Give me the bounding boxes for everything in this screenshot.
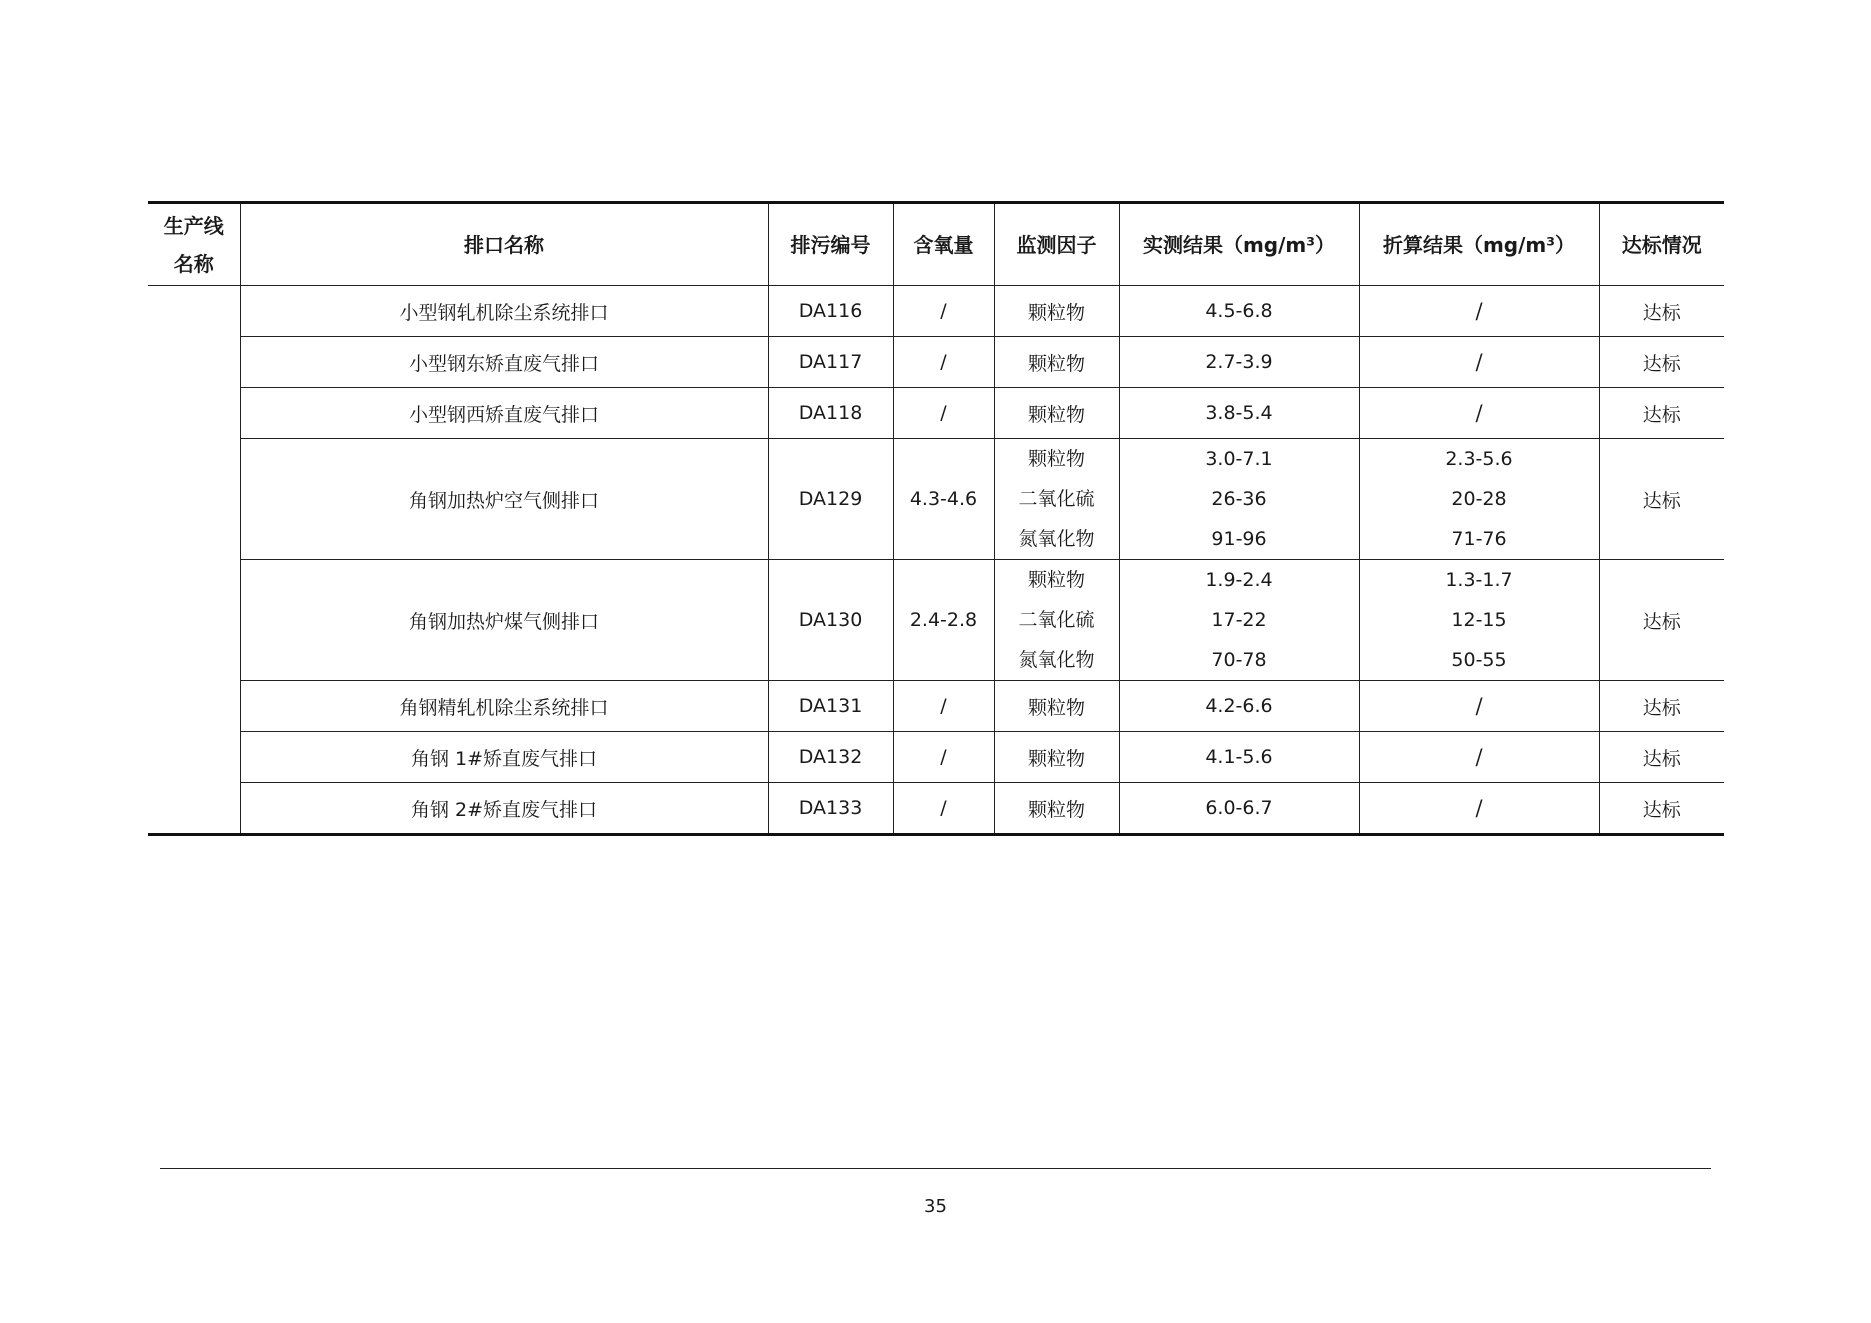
outlet-name-cell: 小型钢西矫直废气排口 <box>240 388 768 439</box>
converted-cell-value: 71-76 <box>1451 528 1507 550</box>
oxygen-cell: 4.3-4.6 <box>893 439 994 560</box>
measured-cell <box>1119 783 1359 835</box>
converted-cell-value: / <box>1475 745 1483 769</box>
measured-cell-value: 1.9-2.4 <box>1205 569 1273 591</box>
converted-cell-value: / <box>1475 401 1483 425</box>
measured-cell-value: 4.1-5.6 <box>1205 746 1273 768</box>
header-outlet-code: 排污编号 <box>768 203 893 286</box>
compliance-cell: 达标 <box>1599 439 1724 560</box>
table-row <box>148 388 1724 439</box>
factor-cell <box>994 681 1119 732</box>
factor-cell <box>994 286 1119 337</box>
header-converted: 折算结果（mg/m³） <box>1359 203 1599 286</box>
header-row <box>148 203 1724 286</box>
table-body <box>148 286 1724 835</box>
factor-cell <box>994 388 1119 439</box>
production-line-cell <box>148 286 240 835</box>
outlet-name-cell: 小型钢东矫直废气排口 <box>240 337 768 388</box>
oxygen-cell: / <box>893 732 994 783</box>
factor-cell-value: 氮氧化物 <box>1018 528 1095 550</box>
outlet-name-cell: 角钢精轧机除尘系统排口 <box>240 681 768 732</box>
table-row <box>148 337 1724 388</box>
outlet-code-cell: DA116 <box>768 286 893 337</box>
measured-cell <box>1119 560 1359 681</box>
compliance-cell: 达标 <box>1599 681 1724 732</box>
outlet-code-cell: DA131 <box>768 681 893 732</box>
measured-cell-value: 6.0-6.7 <box>1205 797 1273 819</box>
emissions-table <box>148 201 1724 836</box>
factor-cell-value: 二氧化硫 <box>1018 609 1095 631</box>
measured-cell-value: 91-96 <box>1211 528 1267 550</box>
converted-cell <box>1359 286 1599 337</box>
measured-cell-value: 26-36 <box>1211 488 1267 510</box>
factor-cell <box>994 783 1119 835</box>
measured-cell-value: 17-22 <box>1211 609 1267 631</box>
factor-cell-value: 颗粒物 <box>1027 352 1085 375</box>
table-row <box>148 286 1724 337</box>
outlet-code-cell: DA132 <box>768 732 893 783</box>
measured-cell <box>1119 732 1359 783</box>
converted-cell-value: / <box>1475 350 1483 374</box>
converted-cell <box>1359 439 1599 560</box>
compliance-cell: 达标 <box>1599 337 1724 388</box>
header-line-name: 生产线名称 <box>148 203 240 286</box>
outlet-code-cell: DA117 <box>768 337 893 388</box>
factor-cell-value: 氮氧化物 <box>1018 649 1095 671</box>
header-outlet-name: 排口名称 <box>240 203 768 286</box>
converted-cell-value: / <box>1475 694 1483 718</box>
table-row <box>148 439 1724 560</box>
converted-cell-value: 2.3-5.6 <box>1445 448 1513 470</box>
measured-cell-value: 3.8-5.4 <box>1205 402 1273 424</box>
measured-cell-value: 4.5-6.8 <box>1205 300 1273 322</box>
header-compliance: 达标情况 <box>1599 203 1724 286</box>
converted-cell <box>1359 560 1599 681</box>
oxygen-cell: / <box>893 388 994 439</box>
factor-cell-value: 颗粒物 <box>1027 798 1085 821</box>
header-factor: 监测因子 <box>994 203 1119 286</box>
measured-cell <box>1119 388 1359 439</box>
factor-cell-value: 颗粒物 <box>1027 301 1085 324</box>
emissions-table-container <box>148 201 1724 836</box>
compliance-cell: 达标 <box>1599 783 1724 835</box>
oxygen-cell: / <box>893 783 994 835</box>
compliance-cell: 达标 <box>1599 560 1724 681</box>
converted-cell-value: / <box>1475 796 1483 820</box>
compliance-cell: 达标 <box>1599 732 1724 783</box>
factor-cell-value: 颗粒物 <box>1027 448 1085 470</box>
oxygen-cell: / <box>893 337 994 388</box>
converted-cell-value: 12-15 <box>1451 609 1507 631</box>
converted-cell-value: 20-28 <box>1451 488 1507 510</box>
table-row <box>148 681 1724 732</box>
compliance-cell: 达标 <box>1599 388 1724 439</box>
converted-cell-value: 1.3-1.7 <box>1445 569 1513 591</box>
measured-cell-value: 2.7-3.9 <box>1205 351 1273 373</box>
factor-cell-value: 颗粒物 <box>1027 569 1085 591</box>
header-oxygen: 含氧量 <box>893 203 994 286</box>
factor-cell-value: 颗粒物 <box>1027 696 1085 719</box>
outlet-name-cell: 角钢加热炉煤气侧排口 <box>240 560 768 681</box>
oxygen-cell: 2.4-2.8 <box>893 560 994 681</box>
measured-cell <box>1119 286 1359 337</box>
outlet-code-cell: DA118 <box>768 388 893 439</box>
outlet-code-cell: DA130 <box>768 560 893 681</box>
measured-cell-value: 3.0-7.1 <box>1205 448 1273 470</box>
factor-cell <box>994 560 1119 681</box>
measured-cell <box>1119 337 1359 388</box>
converted-cell <box>1359 681 1599 732</box>
measured-cell-value: 4.2-6.6 <box>1205 695 1273 717</box>
measured-cell-value: 70-78 <box>1211 649 1267 671</box>
converted-cell <box>1359 388 1599 439</box>
outlet-code-cell: DA129 <box>768 439 893 560</box>
outlet-name-cell: 角钢加热炉空气侧排口 <box>240 439 768 560</box>
converted-cell <box>1359 732 1599 783</box>
table-row <box>148 732 1724 783</box>
outlet-name-cell: 角钢 1#矫直废气排口 <box>240 732 768 783</box>
outlet-code-cell: DA133 <box>768 783 893 835</box>
page-number: 35 <box>924 1196 947 1217</box>
factor-cell <box>994 732 1119 783</box>
factor-cell-value: 颗粒物 <box>1027 403 1085 426</box>
converted-cell-value: 50-55 <box>1451 649 1507 671</box>
factor-cell-value: 二氧化硫 <box>1018 488 1095 510</box>
compliance-cell: 达标 <box>1599 286 1724 337</box>
table-row <box>148 783 1724 835</box>
factor-cell <box>994 337 1119 388</box>
outlet-name-cell: 角钢 2#矫直废气排口 <box>240 783 768 835</box>
outlet-name-cell: 小型钢轧机除尘系统排口 <box>240 286 768 337</box>
converted-cell-value: / <box>1475 299 1483 323</box>
header-measured: 实测结果（mg/m³） <box>1119 203 1359 286</box>
oxygen-cell: / <box>893 286 994 337</box>
oxygen-cell: / <box>893 681 994 732</box>
measured-cell <box>1119 439 1359 560</box>
converted-cell <box>1359 337 1599 388</box>
converted-cell <box>1359 783 1599 835</box>
measured-cell <box>1119 681 1359 732</box>
factor-cell-value: 颗粒物 <box>1027 747 1085 770</box>
factor-cell <box>994 439 1119 560</box>
table-row <box>148 560 1724 681</box>
footer-divider <box>160 1168 1711 1169</box>
